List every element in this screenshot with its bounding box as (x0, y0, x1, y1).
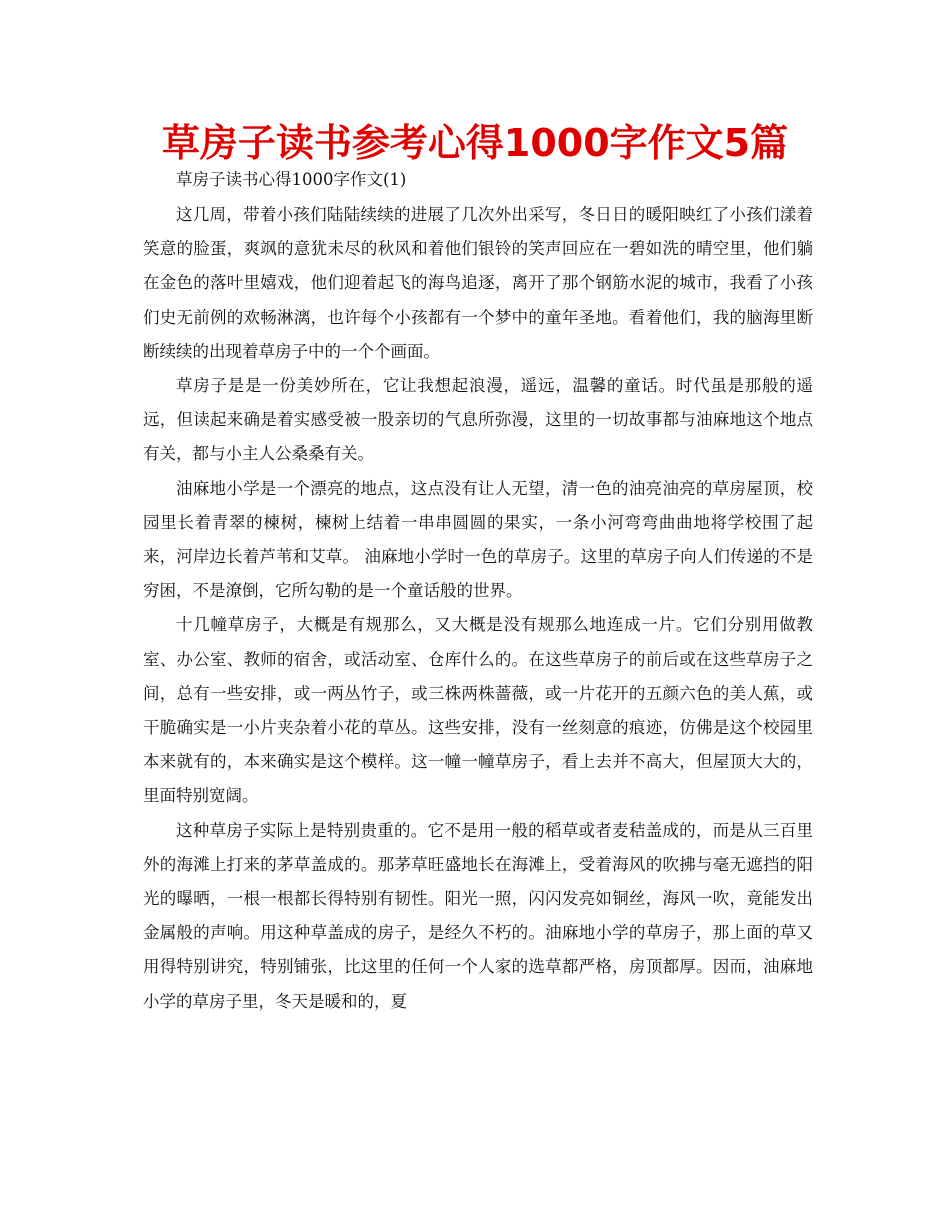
paragraph: 草房子是是一份美妙所在，它让我想起浪漫，遥远，温馨的童话。时代虽是那般的遥远，但读起来确是着实感受被一股亲切的气息所弥漫，这里的一切故事都与油麻地这个地点有关，都与小主人公桑桑有关。 (143, 376, 813, 464)
section-subtitle: 草房子读书心得1000字作文(1) (176, 170, 407, 189)
document-title: 草房子读书参考心得1000字作文5篇 (161, 121, 789, 165)
paragraph: 这几周，带着小孩们陆陆续续的进展了几次外出采写，冬日日的暖阳映红了小孩们漾着笑意的脸蛋，爽飒的意犹未尽的秋风和着他们银铃的笑声回应在一碧如洗的晴空里，他们躺在金色的落叶里嬉戏，他们迎着起飞的海鸟追逐，离开了那个钢筋水泥的城市，我看了小孩们史无前例的欢畅淋漓，也许每个小孩都有一个梦中的童年圣地。看着他们，我的脑海里断断续续的出现着草房子中的一个个画面。 (143, 205, 813, 361)
paragraph: 十几幢草房子，大概是有规那么，又大概是没有规那么地连成一片。它们分别用做教室、办公室、教师的宿舍，或活动室、仓库什么的。在这些草房子的前后或在这些草房子之间，总有一些安排，或一两丛竹子，或三株两株蔷薇，或一片花开的五颜六色的美人蕉，或干脆确实是一小片夹杂着小花的草丛。这些安排，没有一丝刻意的痕迹，仿佛是这个校园里本来就有的，本来确实是这个模样。这一幢一幢草房子，看上去并不高大，但屋顶大大的，里面特别宽阔。 (143, 615, 813, 806)
article-body (143, 198, 813, 1019)
paragraph: 这种草房子实际上是特别贵重的。它不是用一般的稻草或者麦秸盖成的，而是从三百里外的海滩上打来的茅草盖成的。那茅草旺盛地长在海滩上，受着海风的吹拂与毫无遮挡的阳光的曝晒，一根一根都长得特别有韧性。阳光一照，闪闪发亮如铜丝，海风一吹，竟能发出金属般的声响。用这种草盖成的房子，是经久不朽的。油麻地小学的草房子，那上面的草又用得特别讲究，特别铺张，比这里的任何一个人家的选草都严格，房顶都厚。因而，油麻地小学的草房子里，冬天是暖和的，夏 (143, 820, 813, 1011)
paragraph: 油麻地小学是一个漂亮的地点，这点没有让人无望，清一色的油亮油亮的草房屋顶，校园里长着青翠的楝树，楝树上结着一串串圆圆的果实，一条小河弯弯曲曲地将学校围了起来，河岸边长着芦苇和艾草。 油麻地小学时一色的草房子。这里的草房子向人们传递的不是穷困，不是潦倒，它所勾勒的是一个童话般的世界。 (143, 478, 813, 601)
